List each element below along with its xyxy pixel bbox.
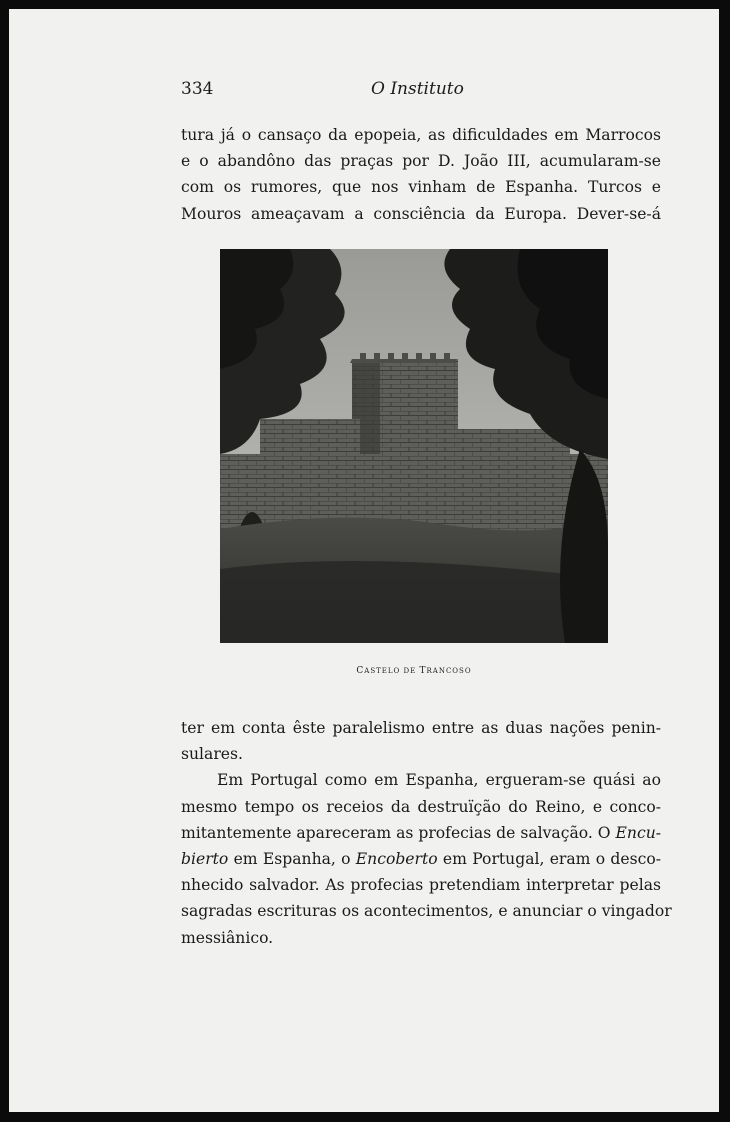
italic-fragment: Encoberto xyxy=(355,850,438,869)
text-line: ter em conta êste paralelismo entre as duas nações penin- xyxy=(181,719,661,737)
text-line: Em Portugal como em Espanha, ergueram-se quási ao xyxy=(217,771,661,790)
text-line: nhecido salvador. As profecias pretendiam interpretar pelas xyxy=(181,876,661,895)
figure-caption xyxy=(220,666,608,676)
caption-part: RANCOSO xyxy=(426,667,472,675)
text-line xyxy=(181,820,661,846)
caption-part: C xyxy=(356,666,365,676)
bottom-paragraphs xyxy=(181,715,672,951)
caption-part: T xyxy=(419,666,427,676)
running-title: O Instituto xyxy=(371,79,464,99)
caption-part: ASTELO DE xyxy=(364,667,420,675)
castle-photograph xyxy=(220,249,608,643)
text-fragment: em Portugal, eram o desco- xyxy=(437,850,661,869)
italic-fragment: Encu- xyxy=(615,823,662,842)
text-line: tura já o cansaço da epopeia, as dificuldades em Marrocos xyxy=(181,126,661,144)
italic-fragment: bierto xyxy=(181,850,229,869)
text-line: Mouros ameaçavam a consciência da Europa. Dever-se-á xyxy=(181,204,661,223)
text-line: messiânico. xyxy=(181,928,274,947)
castle-photo-illustration xyxy=(220,249,608,643)
text-line xyxy=(181,846,661,872)
text-line: mesmo tempo os receios da destruïção do Reino, e conco- xyxy=(181,797,661,816)
text-fragment: em Espanha, o xyxy=(228,850,356,869)
text-line: sagradas escrituras os acontecimentos, e anunciar o vingador xyxy=(181,902,672,921)
text-line: e o abandôno das praças por D. João III, acumularam-se xyxy=(181,152,661,171)
book-page xyxy=(9,9,719,1112)
text-fragment: mitantemente apareceram as profecias de salvação. O xyxy=(181,823,616,842)
text-line: sulares. xyxy=(181,745,243,764)
top-paragraph xyxy=(181,122,661,227)
running-head xyxy=(181,79,661,103)
page-number: 334 xyxy=(181,79,214,99)
text-line: com os rumores, que nos vinham de Espanha. Turcos e xyxy=(181,178,661,197)
